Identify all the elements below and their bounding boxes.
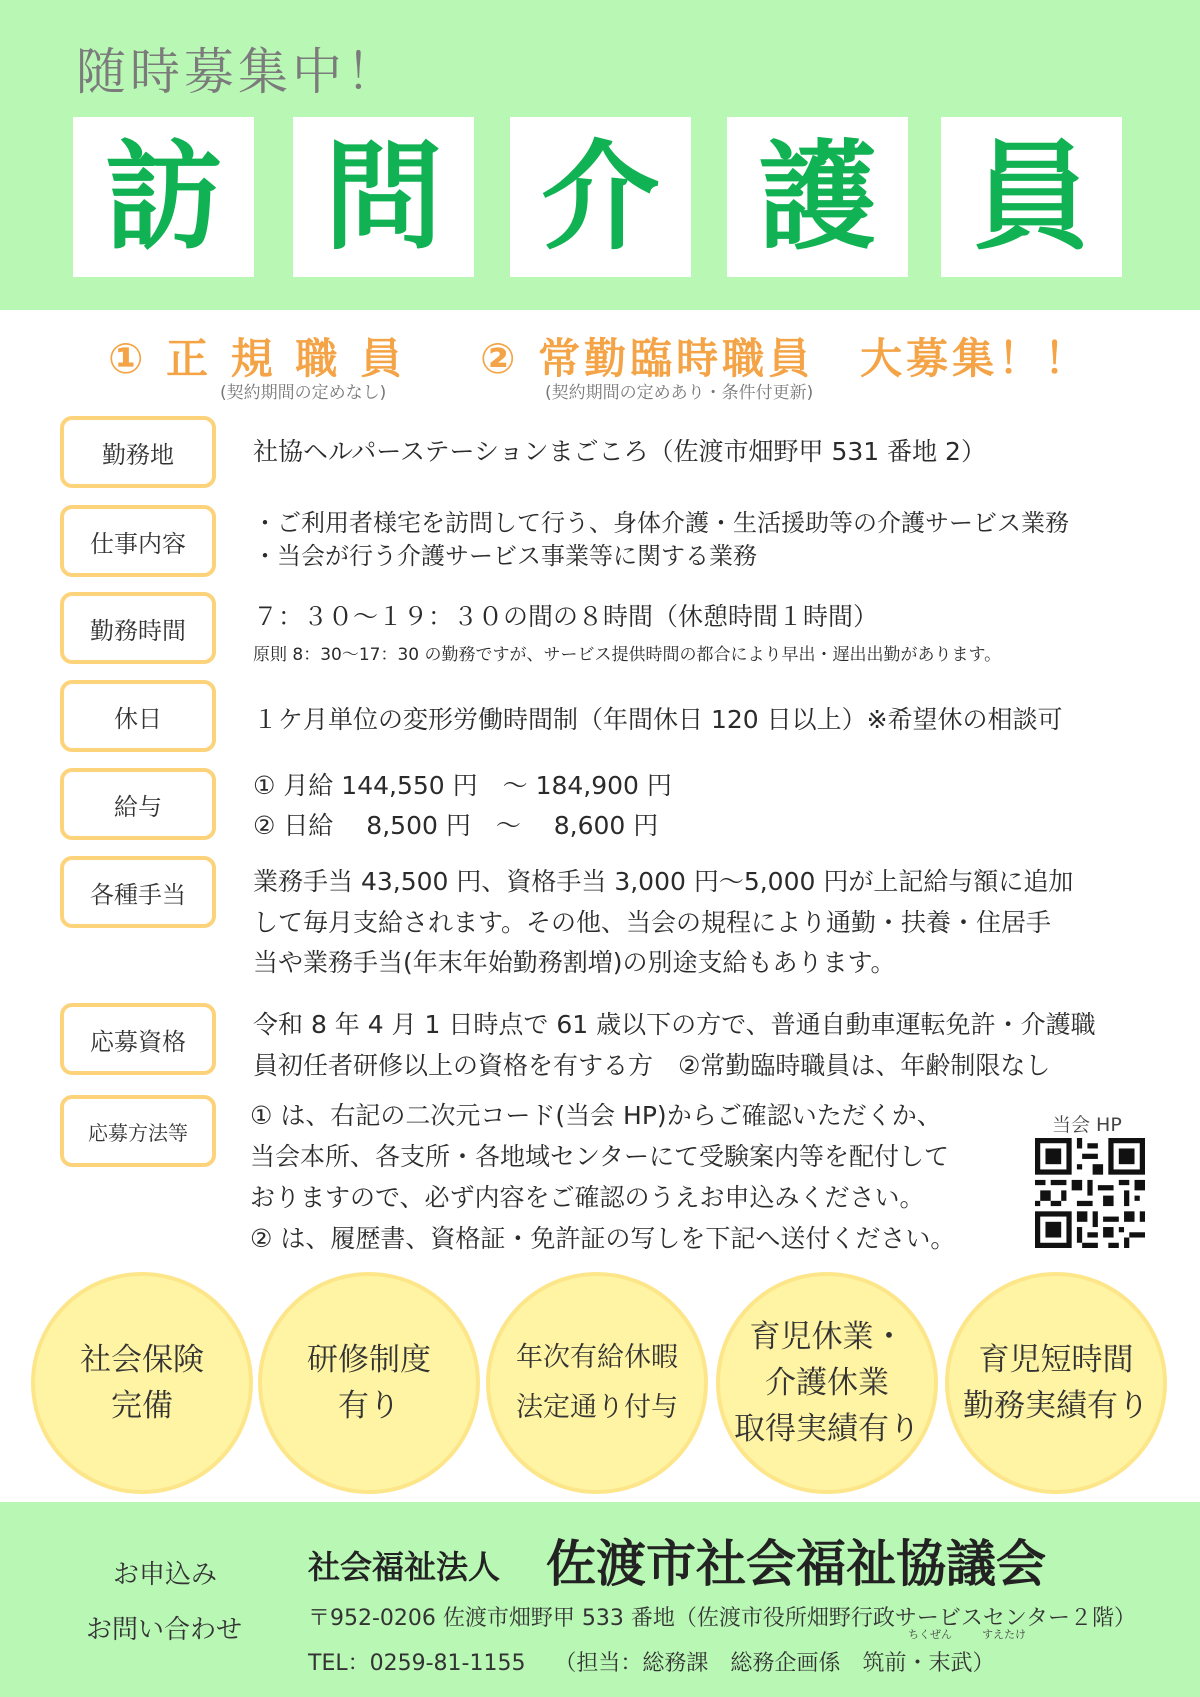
hours-note: 原則 8：30～17：30 の勤務ですが、サービス提供時間の都合により早出・遅出出勤があります。	[253, 645, 1002, 665]
footer-address: 〒952-0206 佐渡市畑野甲 533 番地（佐渡市役所畑野行政サービスセンター２階）	[308, 1606, 1137, 1631]
allowances-line: して毎月支給されます。その他、当会の規程により通勤・扶養・住居手	[253, 908, 1052, 937]
holidays-text: １ケ月単位の変形労働時間制（年間休日 120 日以上）※希望休の相談可	[253, 705, 1063, 734]
qualifications-line: 員初任者研修以上の資格を有する方 ②常勤臨時職員は、年齢制限なし	[253, 1051, 1051, 1080]
benefit-training	[258, 1272, 480, 1494]
qualifications-line: 令和 8 年 4 月 1 日時点で 61 歳以下の方で、普通自動車運転免許・介護職	[253, 1010, 1096, 1039]
footer-apply-label: お申込み	[113, 1560, 218, 1590]
benefit-line: 社会保険	[80, 1342, 204, 1378]
label-salary: 給与	[60, 768, 216, 840]
benefit-social-insurance	[31, 1272, 253, 1494]
footer-inquiry-label: お問い合わせ	[86, 1615, 243, 1645]
benefit-line: 勤務実績有り	[963, 1388, 1149, 1424]
footer-contact	[0, 1502, 1200, 1697]
label-allowances: 各種手当	[60, 856, 216, 928]
allowances-line: 当や業務手当(年末年始勤務割増)の別途支給もあります。	[253, 948, 896, 977]
apply-line: 当会本所、各支所・各地域センターにて受験案内等を配付して	[250, 1142, 950, 1171]
footer-tel: TEL：0259-81-1155 （担当：総務課 総務企画係 筑前・末武）	[308, 1651, 995, 1676]
apply-line: おりますので、必ず内容をご確認のうえお申込みください。	[250, 1183, 925, 1212]
title-char: 問	[293, 117, 474, 277]
header-banner	[0, 0, 1200, 310]
salary-monthly: ① 月給 144,550 円 ～ 184,900 円	[253, 771, 672, 800]
allowances-line: 業務手当 43,500 円、資格手当 3,000 円～5,000 円が上記給与額に追加	[253, 867, 1074, 896]
duties-line: ・当会が行う介護サービス事業等に関する業務	[253, 542, 757, 570]
org-name: 佐渡市社会福祉協議会	[546, 1535, 1046, 1593]
label-duties: 仕事内容	[60, 505, 216, 577]
headline-temporary-staff: ② 常勤臨時職員 大募集！！	[480, 334, 1091, 383]
ruby-text: すえたけ	[982, 1628, 1026, 1641]
org-type: 社会福祉法人	[308, 1548, 501, 1586]
label-qualifications: 応募資格	[60, 1003, 216, 1075]
benefit-line: 育児短時間	[978, 1342, 1134, 1378]
benefit-line: 介護休業	[765, 1365, 889, 1401]
benefit-childcare-leave	[716, 1272, 938, 1494]
label-holidays: 休日	[60, 680, 216, 752]
benefit-line: 法定通り付与	[516, 1392, 678, 1423]
hours-text: ７：３０～１９：３０の間の８時間（休憩時間１時間）	[253, 602, 879, 631]
benefit-line: 育児休業・	[749, 1319, 905, 1355]
salary-daily: ② 日給 8,500 円 ～ 8,600 円	[253, 811, 659, 840]
duties-line: ・ご利用者様宅を訪問して行う、身体介護・生活援助等の介護サービス業務	[253, 509, 1069, 537]
benefit-paid-leave	[486, 1272, 708, 1494]
title-char: 員	[941, 117, 1122, 277]
benefit-line: 年次有給休暇	[516, 1342, 678, 1373]
benefit-line: 研修制度	[307, 1342, 431, 1378]
label-hours: 勤務時間	[60, 592, 216, 664]
title-char: 護	[727, 117, 908, 277]
recruiting-label: 随時募集中！	[76, 43, 400, 101]
title-char: 訪	[73, 117, 254, 277]
label-apply: 応募方法等	[60, 1095, 216, 1167]
apply-line: ② は、履歴書、資格証・免許証の写しを下記へ送付ください。	[250, 1224, 956, 1253]
benefit-line: 有り	[338, 1388, 400, 1424]
apply-line: ① は、右記の二次元コード(当会 HP)からご確認いただくか、	[250, 1101, 942, 1130]
qr-label: 当会 HP	[1052, 1114, 1122, 1136]
headline-regular-note: (契約期間の定めなし)	[220, 383, 387, 403]
workplace-text: 社協ヘルパーステーションまごころ（佐渡市畑野甲 531 番地 2）	[253, 437, 986, 466]
title-char: 介	[510, 117, 691, 277]
qr-code-icon[interactable]	[1035, 1138, 1145, 1248]
headline-temporary-note: (契約期間の定めあり・条件付更新)	[545, 383, 814, 403]
benefit-line: 完備	[111, 1388, 173, 1424]
headline-regular-staff: ① 正 規 職 員	[108, 334, 407, 383]
ruby-text: ちくぜん	[908, 1628, 952, 1641]
benefit-short-hours	[945, 1272, 1167, 1494]
label-workplace: 勤務地	[60, 416, 216, 488]
benefit-line: 取得実績有り	[734, 1411, 920, 1447]
